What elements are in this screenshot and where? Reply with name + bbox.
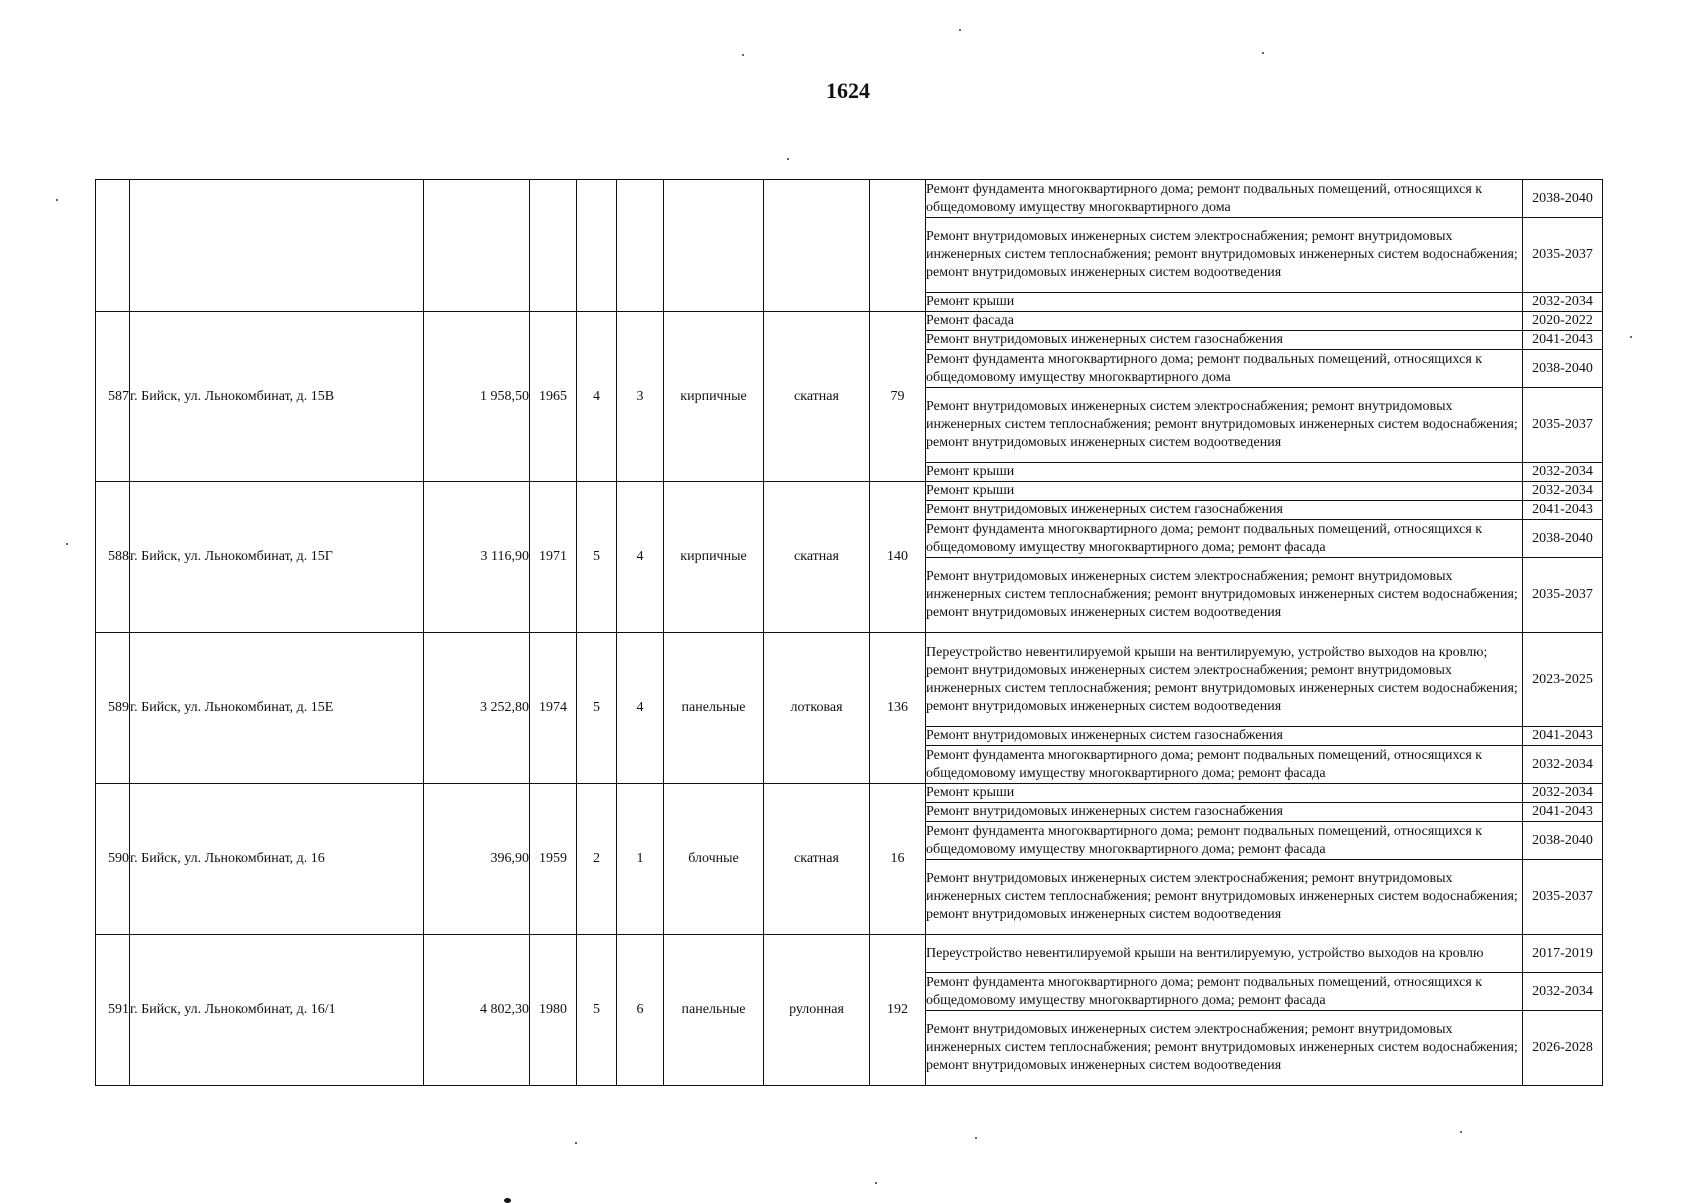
table-row [96,180,1603,218]
work-cell: Ремонт фундамента многоквартирного дома; ремонт подвальных помещений, относящихся к общедомовому имуществу многоквартирного дома; ремонт фасада [926,746,1523,784]
num-cell: 591 [96,935,130,1086]
table-row [96,784,1603,803]
work-cell: Ремонт фундамента многоквартирного дома; ремонт подвальных помещений, относящихся к общедомовому имуществу многоквартирного дома; ремонт фасада [926,822,1523,860]
period-cell: 2035-2037 [1523,218,1603,293]
table-row [96,633,1603,727]
table-row [96,312,1603,331]
year-cell: 1959 [530,784,577,935]
table-row [96,935,1603,973]
work-cell: Ремонт внутридомовых инженерных систем электроснабжения; ремонт внутридомовых инженерных систем теплоснабжения; ремонт внутридомовых инженерных систем водоснабжения; ремонт внутридомовых инженерных систем водоотведения [926,558,1523,633]
num-cell: 588 [96,482,130,633]
period-cell: 2035-2037 [1523,558,1603,633]
entrances-cell: 3 [617,312,664,482]
page-number: 1624 [826,78,870,103]
work-cell: Ремонт фундамента многоквартирного дома; ремонт подвальных помещений, относящихся к общедомовому имуществу многоквартирного дома [926,350,1523,388]
residents-cell: 140 [870,482,926,633]
walls-cell: кирпичные [664,312,764,482]
floors-cell: 5 [577,935,617,1086]
scan-speck [1262,52,1264,54]
table-row [96,482,1603,501]
period-cell: 2038-2040 [1523,180,1603,218]
housing-register-table [95,179,1603,1086]
work-cell: Ремонт фундамента многоквартирного дома; ремонт подвальных помещений, относящихся к общедомовому имуществу многоквартирного дома; ремонт фасада [926,520,1523,558]
work-cell: Ремонт внутридомовых инженерных систем электроснабжения; ремонт внутридомовых инженерных систем теплоснабжения; ремонт внутридомовых инженерных систем водоснабжения; ремонт внутридомовых инженерных систем водоотведения [926,388,1523,463]
residents-cell: 16 [870,784,926,935]
scan-speck [742,54,744,56]
walls-cell: кирпичные [664,482,764,633]
floors-cell: 4 [577,312,617,482]
scan-speck [959,29,961,31]
num-cell [96,180,130,312]
period-cell: 2038-2040 [1523,520,1603,558]
roof-cell: лотковая [764,633,870,784]
scan-speck [1630,336,1632,338]
work-cell: Переустройство невентилируемой крыши на вентилируемую, устройство выходов на кровлю [926,935,1523,973]
register-body [96,180,1603,1086]
work-cell: Ремонт крыши [926,482,1523,501]
work-cell: Ремонт крыши [926,784,1523,803]
area-cell: 3 116,90 [424,482,530,633]
address-cell: г. Бийск, ул. Льнокомбинат, д. 16 [130,784,424,935]
area-cell [424,180,530,312]
period-cell: 2041-2043 [1523,501,1603,520]
floors-cell [577,180,617,312]
residents-cell [870,180,926,312]
period-cell: 2041-2043 [1523,727,1603,746]
work-cell: Ремонт внутридомовых инженерных систем газоснабжения [926,331,1523,350]
address-cell: г. Бийск, ул. Льнокомбинат, д. 16/1 [130,935,424,1086]
year-cell: 1980 [530,935,577,1086]
residents-cell: 79 [870,312,926,482]
period-cell: 2032-2034 [1523,784,1603,803]
walls-cell [664,180,764,312]
work-cell: Ремонт внутридомовых инженерных систем газоснабжения [926,727,1523,746]
scan-speck [56,199,58,201]
scan-speck [504,1198,511,1203]
period-cell: 2038-2040 [1523,350,1603,388]
work-cell: Ремонт внутридомовых инженерных систем газоснабжения [926,501,1523,520]
period-cell: 2032-2034 [1523,463,1603,482]
area-cell: 4 802,30 [424,935,530,1086]
work-cell: Переустройство невентилируемой крыши на вентилируемую, устройство выходов на кровлю; ремонт внутридомовых инженерных систем электроснабжения; ремонт внутридомовых инженерных систем теплоснабжения; ремонт внутридомовых инженерных систем водоснабжения; ремонт внутридомовых инженерных систем водоотведения [926,633,1523,727]
period-cell: 2038-2040 [1523,822,1603,860]
work-cell: Ремонт крыши [926,463,1523,482]
work-cell: Ремонт внутридомовых инженерных систем электроснабжения; ремонт внутридомовых инженерных систем теплоснабжения; ремонт внутридомовых инженерных систем водоснабжения; ремонт внутридомовых инженерных систем водоотведения [926,218,1523,293]
work-cell: Ремонт фундамента многоквартирного дома; ремонт подвальных помещений, относящихся к общедомовому имуществу многоквартирного дома [926,180,1523,218]
address-cell: г. Бийск, ул. Льнокомбинат, д. 15В [130,312,424,482]
period-cell: 2023-2025 [1523,633,1603,727]
scan-speck [875,1182,877,1184]
area-cell: 1 958,50 [424,312,530,482]
roof-cell: скатная [764,784,870,935]
year-cell: 1965 [530,312,577,482]
work-cell: Ремонт внутридомовых инженерных систем газоснабжения [926,803,1523,822]
period-cell: 2017-2019 [1523,935,1603,973]
scan-speck [975,1137,977,1139]
address-cell: г. Бийск, ул. Льнокомбинат, д. 15Е [130,633,424,784]
work-cell: Ремонт внутридомовых инженерных систем электроснабжения; ремонт внутридомовых инженерных систем теплоснабжения; ремонт внутридомовых инженерных систем водоснабжения; ремонт внутридомовых инженерных систем водоотведения [926,860,1523,935]
period-cell: 2035-2037 [1523,388,1603,463]
num-cell: 589 [96,633,130,784]
scan-speck [66,543,68,545]
work-cell: Ремонт фасада [926,312,1523,331]
year-cell: 1974 [530,633,577,784]
num-cell: 587 [96,312,130,482]
period-cell: 2026-2028 [1523,1011,1603,1086]
roof-cell [764,180,870,312]
entrances-cell: 4 [617,633,664,784]
period-cell: 2035-2037 [1523,860,1603,935]
roof-cell: рулонная [764,935,870,1086]
period-cell: 2041-2043 [1523,331,1603,350]
residents-cell: 136 [870,633,926,784]
period-cell: 2032-2034 [1523,973,1603,1011]
floors-cell: 5 [577,482,617,633]
work-cell: Ремонт внутридомовых инженерных систем электроснабжения; ремонт внутридомовых инженерных систем теплоснабжения; ремонт внутридомовых инженерных систем водоснабжения; ремонт внутридомовых инженерных систем водоотведения [926,1011,1523,1086]
walls-cell: блочные [664,784,764,935]
address-cell [130,180,424,312]
walls-cell: панельные [664,935,764,1086]
year-cell [530,180,577,312]
roof-cell: скатная [764,482,870,633]
period-cell: 2020-2022 [1523,312,1603,331]
roof-cell: скатная [764,312,870,482]
work-cell: Ремонт фундамента многоквартирного дома; ремонт подвальных помещений, относящихся к общедомовому имуществу многоквартирного дома; ремонт фасада [926,973,1523,1011]
period-cell: 2032-2034 [1523,482,1603,501]
walls-cell: панельные [664,633,764,784]
year-cell: 1971 [530,482,577,633]
period-cell: 2032-2034 [1523,746,1603,784]
floors-cell: 2 [577,784,617,935]
address-cell: г. Бийск, ул. Льнокомбинат, д. 15Г [130,482,424,633]
period-cell: 2041-2043 [1523,803,1603,822]
residents-cell: 192 [870,935,926,1086]
entrances-cell: 1 [617,784,664,935]
entrances-cell: 4 [617,482,664,633]
num-cell: 590 [96,784,130,935]
area-cell: 3 252,80 [424,633,530,784]
area-cell: 396,90 [424,784,530,935]
scan-speck [787,158,789,160]
entrances-cell [617,180,664,312]
entrances-cell: 6 [617,935,664,1086]
work-cell: Ремонт крыши [926,293,1523,312]
scan-speck [1460,1131,1462,1133]
period-cell: 2032-2034 [1523,293,1603,312]
floors-cell: 5 [577,633,617,784]
scan-speck [575,1142,577,1144]
